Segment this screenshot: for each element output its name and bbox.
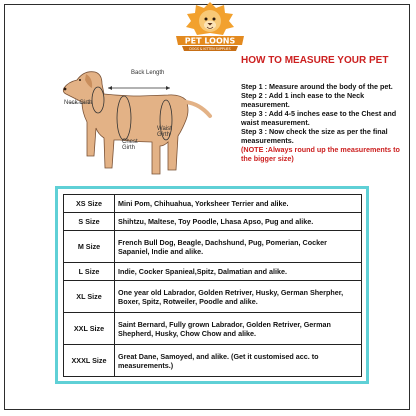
size-cell: XL Size bbox=[64, 281, 115, 313]
measure-steps bbox=[241, 82, 401, 163]
size-cell: M Size bbox=[64, 231, 115, 263]
size-table bbox=[63, 194, 362, 377]
breeds-cell: Shihtzu, Maltese, Toy Poodle, Lhasa Apso, Pug and alike. bbox=[115, 213, 362, 231]
size-table-container bbox=[55, 186, 369, 384]
table-row bbox=[64, 231, 362, 263]
chest-girth-label: Chest Girth bbox=[122, 139, 138, 151]
step-3-check: Step 3 : Now check the size as per the final measurements. bbox=[241, 127, 388, 145]
breeds-cell: French Bull Dog, Beagle, Dachshund, Pug, Pomerian, Cocker Sapaniel, Indie and alike. bbox=[115, 231, 362, 263]
logo-tagline-text: DOGS & KITTEN SUPPLIES bbox=[189, 47, 231, 51]
back-length-label: Back Length bbox=[131, 70, 165, 76]
size-cell: XXXL Size bbox=[64, 345, 115, 377]
measure-note: (NOTE :Always round up the measurements to the bigger size) bbox=[241, 145, 400, 163]
breeds-cell: One year old Labrador, Golden Retriver, Husky, German Sherpher, Boxer, Spitz, Rotweiler, Poodle and alike. bbox=[115, 281, 362, 313]
dog-measurement-diagram bbox=[40, 58, 240, 193]
table-row bbox=[64, 263, 362, 281]
breeds-cell: Mini Pom, Chihuahua, Yorksheer Terrier and alike. bbox=[115, 195, 362, 213]
step-1: Step 1 : Measure around the body of the pet. bbox=[241, 82, 393, 91]
table-row bbox=[64, 345, 362, 377]
step-3-ease: Step 3 : Add 4-5 inches ease to the Chest and waist measurement. bbox=[241, 109, 397, 127]
petloons-logo bbox=[168, 0, 252, 62]
size-cell: XXL Size bbox=[64, 313, 115, 345]
table-row bbox=[64, 213, 362, 231]
step-2: Step 2 : Add 1 inch ease to the Neck measurement. bbox=[241, 91, 365, 109]
table-row bbox=[64, 313, 362, 345]
breeds-cell: Indie, Cocker Spanieal,Spitz, Dalmatian and alike. bbox=[115, 263, 362, 281]
logo-brand-text: PET LOONS bbox=[184, 36, 236, 46]
size-cell: L Size bbox=[64, 263, 115, 281]
breeds-cell: Saint Bernard, Fully grown Labrador, Golden Retriver, German Shepherd, Husky, Chow Chow and alike. bbox=[115, 313, 362, 345]
waist-girth-label: Waist Girth bbox=[157, 126, 172, 138]
breeds-cell: Great Dane, Samoyed, and alike. (Get it customised acc. to measurements.) bbox=[115, 345, 362, 377]
table-row bbox=[64, 195, 362, 213]
measure-title: HOW TO MEASURE YOUR PET bbox=[241, 55, 389, 66]
size-cell: S Size bbox=[64, 213, 115, 231]
neck-girth-label: Neck Girth bbox=[64, 100, 93, 106]
table-row bbox=[64, 281, 362, 313]
size-cell: XS Size bbox=[64, 195, 115, 213]
